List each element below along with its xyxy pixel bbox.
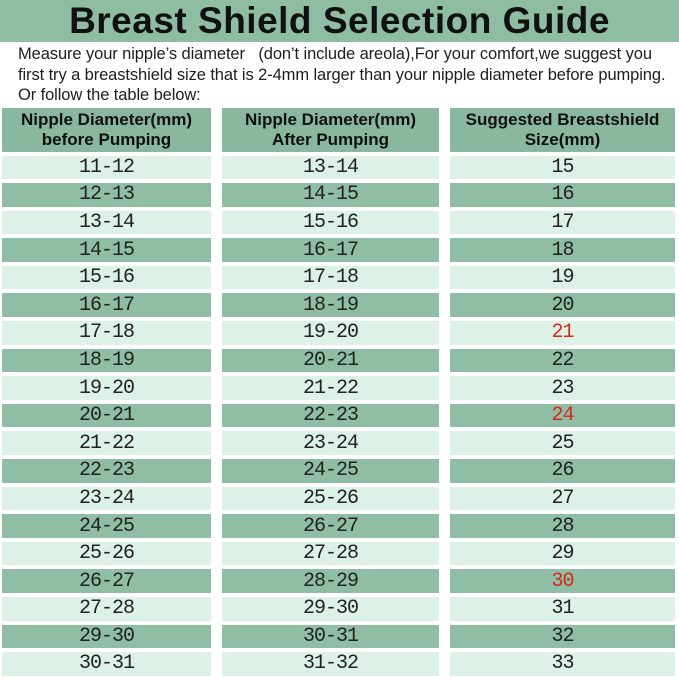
cell-size: 29 <box>450 542 675 566</box>
intro-line-1: Measure your nipple’s diameter (don’t include areola),For your comfort,we suggest you <box>18 45 652 63</box>
table-row <box>2 211 675 235</box>
cell-before: 27-28 <box>2 597 211 621</box>
cell-size: 22 <box>450 349 675 373</box>
table-row <box>2 321 675 345</box>
cell-size: 25 <box>450 431 675 455</box>
intro-paragraph <box>0 42 679 106</box>
cell-before: 14-15 <box>2 238 211 262</box>
table-row <box>2 459 675 483</box>
cell-size: 19 <box>450 266 675 290</box>
page-title: Breast Shield Selection Guide <box>69 0 610 41</box>
cell-after: 14-15 <box>222 183 439 207</box>
cell-size: 15 <box>450 156 675 180</box>
cell-before: 25-26 <box>2 542 211 566</box>
selection-table <box>0 108 679 676</box>
cell-size: 17 <box>450 211 675 235</box>
table-row <box>2 238 675 262</box>
cell-size: 27 <box>450 487 675 511</box>
table-row <box>2 349 675 373</box>
table-row <box>2 652 675 676</box>
cell-size: 26 <box>450 459 675 483</box>
cell-before: 11-12 <box>2 156 211 180</box>
cell-after: 31-32 <box>222 652 439 676</box>
cell-size: 28 <box>450 514 675 538</box>
title-band <box>0 0 679 42</box>
table-row <box>2 293 675 317</box>
header-after-line1: Nipple Diameter(mm) <box>245 109 416 129</box>
cell-after: 15-16 <box>222 211 439 235</box>
cell-after: 13-14 <box>222 156 439 180</box>
cell-before: 15-16 <box>2 266 211 290</box>
cell-after: 21-22 <box>222 376 439 400</box>
cell-size: 21 <box>450 321 675 345</box>
header-size-line2: Size(mm) <box>524 129 601 149</box>
cell-before: 23-24 <box>2 487 211 511</box>
cell-before: 20-21 <box>2 404 211 428</box>
table-row <box>2 597 675 621</box>
header-before-line1: Nipple Diameter(mm) <box>21 109 192 129</box>
header-before-pumping <box>2 108 211 152</box>
cell-after: 27-28 <box>222 542 439 566</box>
header-before-line2: before Pumping <box>41 129 172 149</box>
cell-after: 18-19 <box>222 293 439 317</box>
cell-after: 30-31 <box>222 625 439 649</box>
cell-after: 17-18 <box>222 266 439 290</box>
cell-size: 23 <box>450 376 675 400</box>
cell-after: 29-30 <box>222 597 439 621</box>
cell-size: 24 <box>450 404 675 428</box>
cell-before: 21-22 <box>2 431 211 455</box>
header-size-line1: Suggested Breastshield <box>465 109 660 129</box>
table-row <box>2 376 675 400</box>
cell-before: 13-14 <box>2 211 211 235</box>
cell-after: 19-20 <box>222 321 439 345</box>
cell-size: 30 <box>450 569 675 593</box>
table-row <box>2 266 675 290</box>
cell-after: 22-23 <box>222 404 439 428</box>
header-suggested-size <box>450 108 675 152</box>
table-row <box>2 183 675 207</box>
table-row <box>2 431 675 455</box>
cell-after: 25-26 <box>222 487 439 511</box>
cell-size: 16 <box>450 183 675 207</box>
cell-after: 24-25 <box>222 459 439 483</box>
cell-before: 16-17 <box>2 293 211 317</box>
cell-before: 29-30 <box>2 625 211 649</box>
cell-after: 28-29 <box>222 569 439 593</box>
cell-before: 24-25 <box>2 514 211 538</box>
cell-before: 17-18 <box>2 321 211 345</box>
cell-after: 26-27 <box>222 514 439 538</box>
cell-before: 30-31 <box>2 652 211 676</box>
cell-before: 12-13 <box>2 183 211 207</box>
cell-before: 26-27 <box>2 569 211 593</box>
cell-after: 20-21 <box>222 349 439 373</box>
table-row <box>2 542 675 566</box>
header-after-line2: After Pumping <box>271 129 390 149</box>
cell-after: 16-17 <box>222 238 439 262</box>
table-row <box>2 156 675 180</box>
cell-size: 20 <box>450 293 675 317</box>
header-after-pumping <box>222 108 439 152</box>
cell-before: 18-19 <box>2 349 211 373</box>
cell-size: 18 <box>450 238 675 262</box>
table-row <box>2 514 675 538</box>
cell-size: 33 <box>450 652 675 676</box>
cell-before: 19-20 <box>2 376 211 400</box>
table-row <box>2 569 675 593</box>
table-row <box>2 404 675 428</box>
cell-after: 23-24 <box>222 431 439 455</box>
intro-line-2: first try a breastshield size that is 2-4mm larger than your nipple diameter before pumping. <box>18 65 666 84</box>
table-row <box>2 487 675 511</box>
cell-size: 32 <box>450 625 675 649</box>
cell-before: 22-23 <box>2 459 211 483</box>
intro-line-3: Or follow the table below: <box>18 86 201 104</box>
cell-size: 31 <box>450 597 675 621</box>
table-row <box>2 625 675 649</box>
